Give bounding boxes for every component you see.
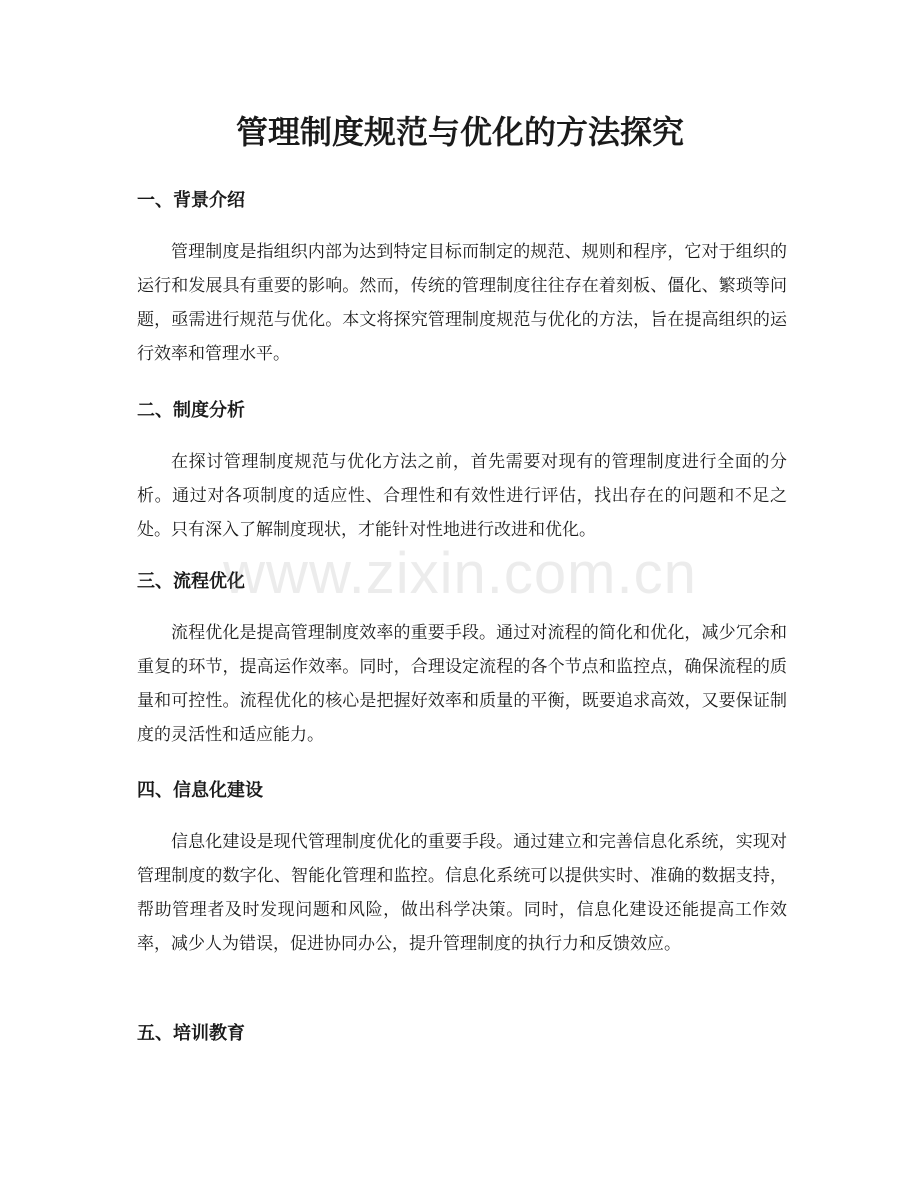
section-training	[137, 1020, 787, 1048]
section-informatization	[137, 777, 787, 961]
section-heading: 三、流程优化	[137, 571, 245, 592]
section-process-optimization	[137, 568, 787, 752]
section-background	[137, 187, 787, 371]
watermark: www.zixin.com.cn	[223, 541, 697, 606]
section-system-analysis	[137, 397, 787, 547]
section-paragraph: 管理制度是指组织内部为达到特定目标而制定的规范、规则和程序，它对于组织的运行和发展具有重要的影响。然而，传统的管理制度往往存在着刻板、僵化、繁琐等问题，亟需进行规范与优化。本文将探究管理制度规范与优化的方法，旨在提高组织的运行效率和管理水平。	[137, 242, 787, 364]
section-heading: 五、培训教育	[137, 1023, 245, 1044]
section-heading: 一、背景介绍	[137, 190, 245, 211]
section-heading: 四、信息化建设	[137, 780, 263, 801]
section-paragraph: 流程优化是提高管理制度效率的重要手段。通过对流程的简化和优化，减少冗余和重复的环节，提高运作效率。同时，合理设定流程的各个节点和监控点，确保流程的质量和可控性。流程优化的核心是把握好效率和质量的平衡，既要追求高效，又要保证制度的灵活性和适应能力。	[137, 623, 787, 745]
section-paragraph: 信息化建设是现代管理制度优化的重要手段。通过建立和完善信息化系统，实现对管理制度的数字化、智能化管理和监控。信息化系统可以提供实时、准确的数据支持，帮助管理者及时发现问题和风险，做出科学决策。同时，信息化建设还能提高工作效率，减少人为错误，促进协同办公，提升管理制度的执行力和反馈效应。	[137, 832, 787, 954]
page-title: 管理制度规范与优化的方法探究	[235, 113, 684, 151]
section-heading: 二、制度分析	[137, 400, 245, 421]
section-paragraph: 在探讨管理制度规范与优化方法之前，首先需要对现有的管理制度进行全面的分析。通过对各项制度的适应性、合理性和有效性进行评估，找出存在的问题和不足之处。只有深入了解制度现状，才能针对性地进行改进和优化。	[137, 452, 787, 540]
